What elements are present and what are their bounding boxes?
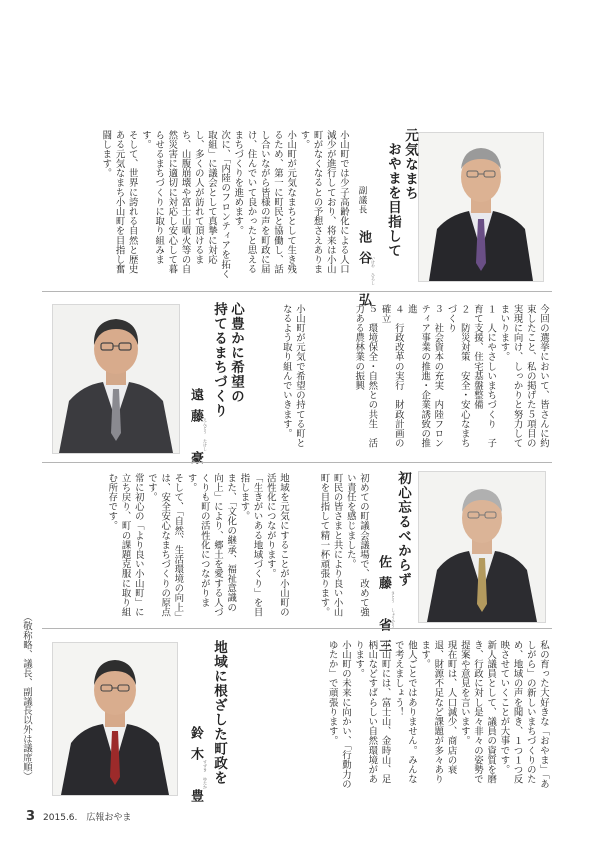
name-sato: 佐藤 省三 <box>376 555 391 660</box>
ruby-suzuki: すずき ゆたか <box>203 760 208 789</box>
ruby-ikeya: いけや ひろし <box>371 256 376 285</box>
ruby-sato: さとう しょうぞう <box>391 591 396 628</box>
page-number: 3 <box>26 809 36 824</box>
body-ikeya: 小山町では少子高齢化による人口減少が進行しており、将来は小山町がなくなるとの予想さえあります。 小山町が元気なまちとして生き残るため、第一に町民と協働し、話し合いながら皆様の声を町政に届け、住んでいて良かったと思えるまちづくりを進めます。 次に、「内陸のフロンティアを拓く取組」に議会として真摯に対応し、多くの人が訪れて頂けるまち、山腹崩壊や富士山噴火等の自然災害に適切に対応し安心して暮らせるまちづくりに取り組みます。 そして、世界に誇れる自然と歴史ある元気なまち小山町を目指し奮闘します。 <box>100 130 349 279</box>
portrait-sato <box>418 471 546 623</box>
body-endo-left: 小山町が元気で希望の持てる町となるよう取り組んでいきます。 <box>280 304 305 448</box>
portrait-suzuki <box>52 642 178 796</box>
body-endo-right: 今回の選挙において、皆さんに約束したこと、私の掲げた５項目の実現に向け、しっかりと努力してまいります。 １ 人にやさしいまちづくり 子育て支援、住宅基盤整備 ２ 防災対策 安全・安心なまちづくり ３ 社会資本の充実 内陸フロンティア事業の推進・企業誘致の推進 ４ 行政改革の実行 財政計画の確立 ５ 環境保全・自然との共生 活力ある農林業の振興 <box>353 304 549 448</box>
role-ikeya: 副議長 <box>357 186 367 215</box>
heading-sato: 初心忘るべからず <box>395 471 411 587</box>
section-endo <box>0 292 595 472</box>
name-endo: 遠藤 豪 <box>188 388 203 472</box>
heading-suzuki: 地域に根ざした町政を <box>211 640 227 785</box>
section-sato <box>0 463 595 660</box>
body-sato-right: 初めての町議会議場で、改めて強い責任を感じました。 町民の皆さまと共により良い小山町を目指して精一杯頑張ります。 <box>318 473 369 617</box>
name-suzuki: 鈴木 豊 <box>188 726 203 810</box>
heading-endo: 心豊かに希望の 持てるまちづくり <box>211 302 244 418</box>
heading-ikeya: 元気なまち おやまを目指して <box>385 128 418 258</box>
portrait-ikeya <box>418 132 544 282</box>
ruby-endo: えんどう たけし <box>203 418 208 451</box>
section-ikeya <box>0 0 595 314</box>
body-suzuki: 私の育った大好きな「おやま」「あしがら」の新しいまちづくりのため、地域の声を聞き、１つ１つ反映させていくことが大事です。 新人議員として、議員の資質を磨き、行政に対し是々非々の姿勢で提案や意見を言います。 現在町は、人口減少、商店の衰退、財源不足など課題が多々あります。 他人ごとではありません。みんなで考えましょう！ 小山町には、富士山、金時山、足柄山などすばらしい自然環境があります。 小山町の未来に向かい、「行動力のゆたか」で頑張ります。 <box>326 640 549 789</box>
page-footer <box>26 809 131 824</box>
section-suzuki <box>0 630 595 810</box>
name-ikeya: 池谷 弘 <box>356 230 371 314</box>
issue-label: 2015.6. 広報おやま <box>43 813 132 823</box>
portrait-endo <box>52 304 180 454</box>
body-sato-left: 地域を元気にすることが小山町の活性化につながります。 「生きがいある地域づくり」を目指します。 また、「文化の継承、福祉意識の向上」により、郷土を愛する人づくりも町の活性化につながります。 そして、「自然、生活環境の向上」は、安全安心なまちづくりの原点です。 常に初心の「より良い小山町」に立ち戻り、町の課題克服に取り組む所存です。 <box>106 473 289 618</box>
divider-3 <box>42 628 552 629</box>
side-note: （敬称略、議長、副議長以外は議席順） <box>21 612 32 782</box>
